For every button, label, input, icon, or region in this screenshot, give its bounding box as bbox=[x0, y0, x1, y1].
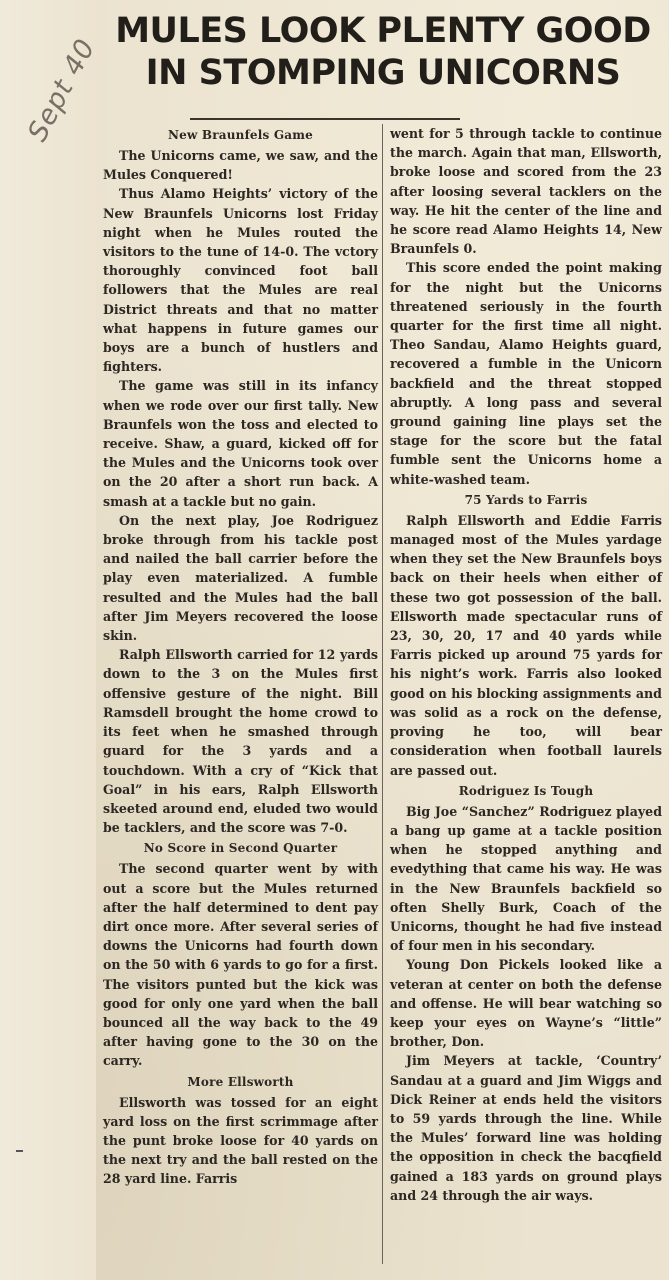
article-paragraph: Thus Alamo Heights’ victory of the New Braunfels Unicorns lost Friday night when he Mules routed the visitors to the tune of 14-0. The vctory thoroughly convinced foot ball followers that the Mules are real District threats and that no matter what happens in future games our boys are a bunch of hustlers and fighters. bbox=[103, 186, 378, 375]
article-paragraph: On the next play, Joe Rodriguez broke through from his tackle post and nailed the ball carrier before the play even materialized. A fumble resulted and the Mules had the ball after Jim Meyers recovered the loose skin. bbox=[103, 512, 378, 644]
section-heading: 75 Yards to Farris bbox=[464, 492, 588, 507]
article-paragraph: Ralph Ellsworth and Eddie Farris managed most of the Mules yardage when they set the New Braunfels boys back on their heels when either of these two got possession of the ball. Ellsworth made spectacular runs of 23, 30, 20, 17 and 40 yards while Farris picked up around 75 yards for his night’s work. Farris also looked good on his blocking assignments and was solid as a rock on the defense, proving he too, will bear consideration when football laurels are passed out. bbox=[390, 512, 662, 778]
article-paragraph: went for 5 through tackle to continue the march. Again that man, Ellsworth, broke loose and scored from the 23 after loosing several tacklers on the way. He hit the center of the line and he score read Alamo Heights 14, New Braunfels 0. bbox=[390, 126, 662, 257]
article-column-left bbox=[103, 124, 378, 1189]
article-paragraph: The second quarter went by with out a score but the Mules returned after the half determined to dent pay dirt once more. After several series of downs the Unicorns had fourth down on the 50 with 6 yards to go for a first. The visitors punted but the kick was good for only one yard when the ball bounced all the way back to the 49 after having gone to the 30 on the carry. bbox=[103, 861, 378, 1069]
article-column-right bbox=[390, 124, 662, 1205]
headline-rule bbox=[190, 118, 460, 120]
article-paragraph: The Unicorns came, we saw, and the Mules Conquered! bbox=[103, 148, 378, 183]
section-heading: More Ellsworth bbox=[187, 1074, 294, 1089]
section-heading: Rodriguez Is Tough bbox=[458, 783, 594, 798]
article-paragraph: Big Joe “Sanchez” Rodriguez played a bang up game at a tackle position when he stopped anything and evedything that came his way. He was in the New Braunfels backfield so often Shelly Burk, Coach of the Unicorns, thought he had five instead of four men in his secondary. bbox=[390, 803, 662, 954]
article-paragraph: Ellsworth was tossed for an eight yard loss on the first scrimmage after the punt broke loose for 40 yards on the next try and the ball rested on the 28 yard line. Farris bbox=[103, 1094, 378, 1187]
column-divider bbox=[382, 124, 383, 1264]
headline-line-1: MULES LOOK PLENTY GOOD bbox=[115, 11, 651, 51]
section-heading: New Braunfels Game bbox=[167, 128, 314, 142]
clipping-margin bbox=[0, 0, 96, 1280]
handwritten-date: Sept 40 bbox=[22, 33, 102, 147]
headline bbox=[100, 10, 666, 94]
article-paragraph: Ralph Ellsworth carried for 12 yards down to the 3 on the Mules first offensive gesture of the night. Bill Ramsdell brought the home crowd to its feet when he smashed through guard for the 3 yards and a touchdown. With a cry of “Kick that Goal” in his ears, Ralph Ellsworth skeeted around end, eluded two would be tacklers, and the score was 7-0. bbox=[103, 647, 378, 836]
article-paragraph: Jim Meyers at tackle, ‘Country’ Sandau at a guard and Jim Wiggs and Dick Reiner at ends held the visitors to 59 yards through the line. While the Mules’ forward line was holding the opposition in check the bacqfield gained a 183 yards on ground plays and 24 through the air ways. bbox=[390, 1053, 662, 1203]
article-paragraph: The game was still in its infancy when we rode over our first tally. New Braunfels won the toss and elected to receive. Shaw, a guard, kicked off for the Mules and the Unicorns took over on the 20 after a short run back. A smash at a tackle but no gain. bbox=[103, 378, 378, 509]
section-heading: No Score in Second Quarter bbox=[143, 841, 338, 856]
article-paragraph: This score ended the point making for the night but the Unicorns threatened seriously in the fourth quarter for the first time all night. Theo Sandau, Alamo Heights guard, recovered a fumble in the Unicorn backfield and the threat stopped abruptly. A long pass and several ground gaining line plays set the stage for the score but the fatal fumble sent the Unicorns home a white-washed team. bbox=[390, 260, 662, 487]
article-paragraph: Young Don Pickels looked like a veteran at center on both the defense and offense. He will bear watching so keep your eyes on Wayne’s “little” brother, Don. bbox=[390, 957, 662, 1050]
margin-mark bbox=[16, 1150, 23, 1152]
headline-line-2: IN STOMPING UNICORNS bbox=[145, 53, 621, 93]
